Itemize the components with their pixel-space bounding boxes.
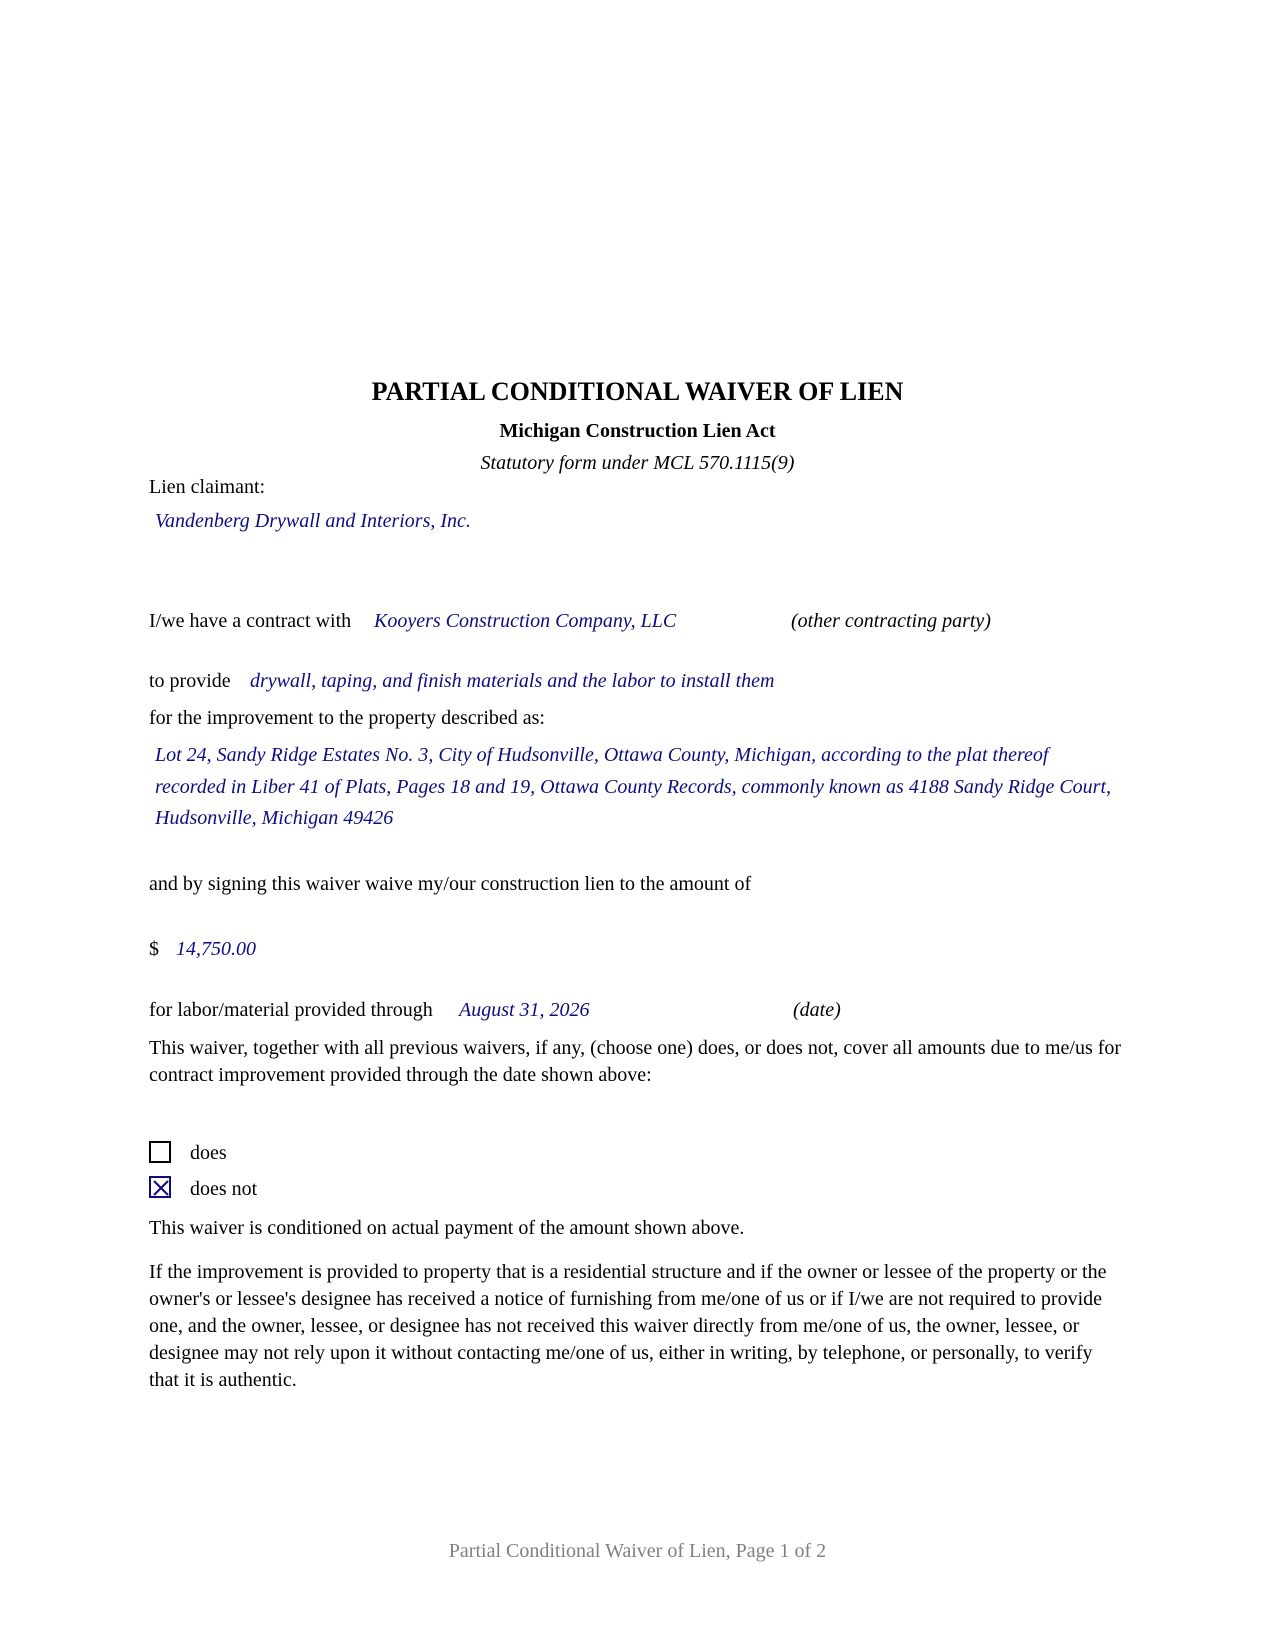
currency-symbol: $ <box>149 938 159 960</box>
residential-notice-text: If the improvement is provided to property that is a residential structure and if the owner or lessee of the property or the owner's or lessee's designee has received a notice of furnishing from me/one of us or if I/we are not required to provide one, and the owner, lessee, or designee has not received this waiver directly from me/one of us, the owner, lessee, or designee may not rely upon it without contacting me/one of us, either in writing, by telephone, or personally, to verify that it is authentic. <box>149 1261 1107 1391</box>
provide-value[interactable]: drywall, taping, and finish materials and the labor to install them <box>250 670 775 692</box>
property-description[interactable]: Lot 24, Sandy Ridge Estates No. 3, City of Hudsonville, Ottawa County, Michigan, according to the plat thereof recorded in Liber 41 of Plats, Pages 18 and 19, Ottawa County Records, commonly known as 4188 Sandy Ridge Court, Hudsonville, Michigan 49426 <box>155 744 1112 829</box>
contract-party-value[interactable]: Kooyers Construction Company, LLC <box>374 610 677 632</box>
contract-label: I/we have a contract with <box>149 610 352 632</box>
page-footer: Partial Conditional Waiver of Lien, Page 1 of 2 <box>448 1540 827 1562</box>
contract-party-hint: (other contracting party) <box>791 610 991 632</box>
check-x-icon <box>151 1178 173 1200</box>
through-label: for labor/material provided through <box>149 999 433 1021</box>
document-title: PARTIAL CONDITIONAL WAIVER OF LIEN <box>371 377 904 406</box>
waive-text: and by signing this waiver waive my/our construction lien to the amount of <box>149 873 752 895</box>
does-not-checkbox[interactable] <box>149 1176 171 1198</box>
lien-claimant-value[interactable]: Vandenberg Drywall and Interiors, Inc. <box>155 510 471 532</box>
through-date-value[interactable]: August 31, 2026 <box>459 999 590 1021</box>
conditioned-text: This waiver is conditioned on actual payment of the amount shown above. <box>149 1217 745 1239</box>
does-not-label: does not <box>190 1178 258 1200</box>
provide-label: to provide <box>149 670 231 692</box>
lien-claimant-label: Lien claimant: <box>149 476 266 498</box>
coverage-text: This waiver, together with all previous waivers, if any, (choose one) does, or does not, cover all amounts due to me/us for contract improvement provided through the date shown above: <box>149 1037 1122 1086</box>
does-label: does <box>190 1142 227 1164</box>
document-subtitle: Michigan Construction Lien Act <box>499 420 776 442</box>
property-label: for the improvement to the property described as: <box>149 707 545 729</box>
does-checkbox[interactable] <box>149 1141 171 1163</box>
date-hint: (date) <box>793 999 841 1021</box>
amount-value[interactable]: 14,750.00 <box>176 938 256 960</box>
statute-reference: Statutory form under MCL 570.1115(9) <box>480 452 795 474</box>
